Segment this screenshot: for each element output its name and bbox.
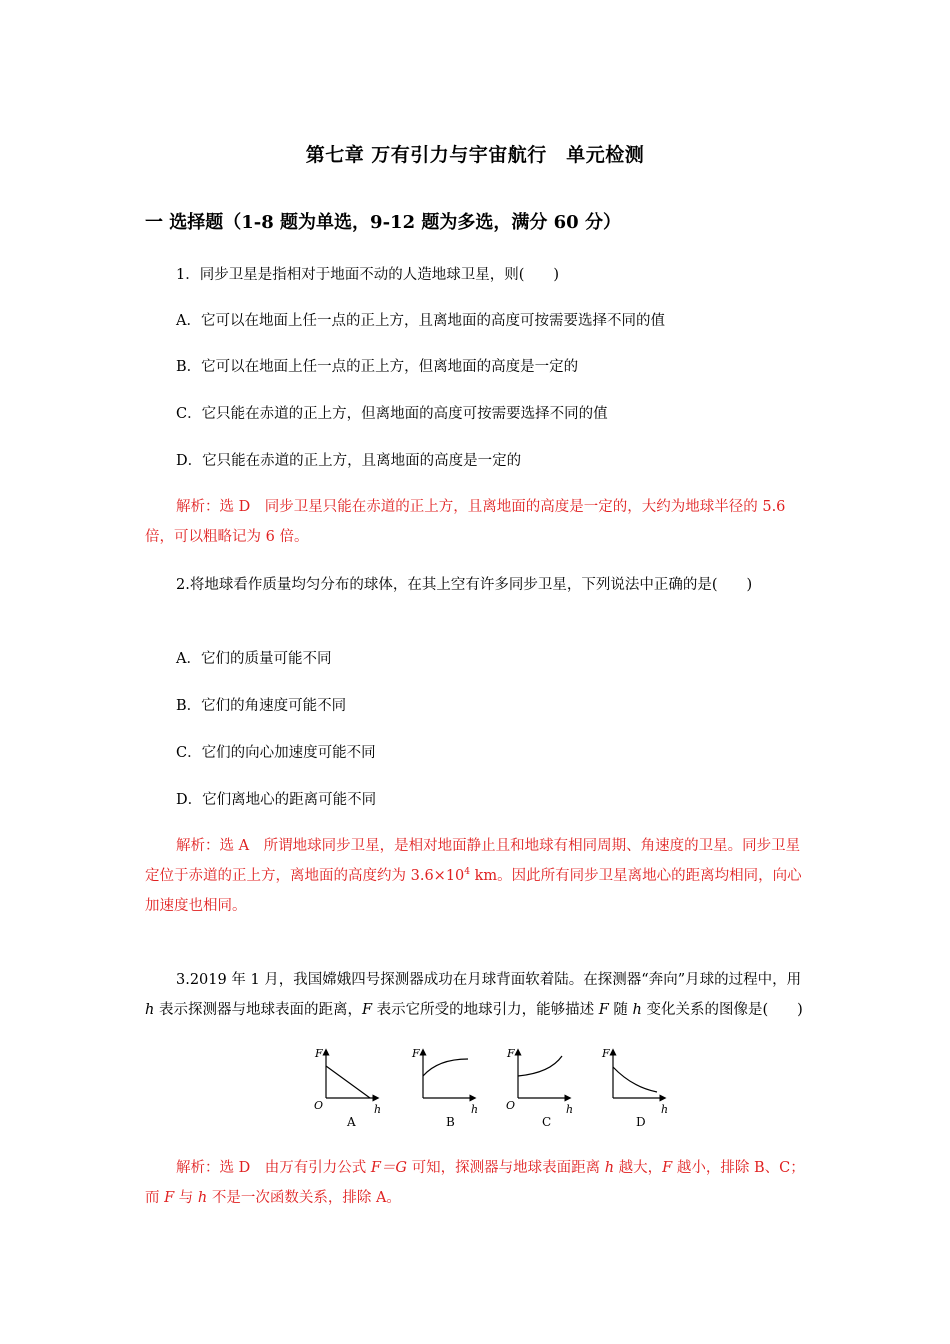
q1-option-a: A．它可以在地面上任一点的正上方，且离地面的高度可按需要选择不同的值 bbox=[176, 313, 665, 329]
q1-stem: 1．同步卫星是指相对于地面不动的人造地球卫星，则( ) bbox=[176, 267, 560, 283]
graph-c-y-label: F bbox=[507, 1047, 515, 1060]
graph-d-x-label: h bbox=[661, 1103, 669, 1116]
section-title: 一 选择题（1-8 题为单选，9-12 题为多选，满分 60 分） bbox=[145, 212, 621, 233]
q2-option-b: B．它们的角速度可能不同 bbox=[176, 698, 347, 714]
graph-c-x-label: h bbox=[566, 1103, 574, 1116]
graph-b-y-label: F bbox=[412, 1047, 420, 1060]
q2-option-d: D．它们离地心的距离可能不同 bbox=[176, 792, 377, 808]
graph-a-x-label: h bbox=[374, 1103, 382, 1116]
graph-d bbox=[613, 1052, 663, 1098]
q1-option-d: D．它只能在赤道的正上方，且离地面的高度是一定的 bbox=[176, 453, 522, 469]
graph-a-curve bbox=[326, 1066, 370, 1098]
q1-analysis: 解析：选 D 同步卫星只能在赤道的正上方，且离地面的高度是一定的，大约为地球半径的 5.6 倍，可以粗略记为 6 倍。 bbox=[145, 499, 786, 545]
graph-b-x-label: h bbox=[471, 1103, 479, 1116]
graph-b-label: B bbox=[446, 1115, 455, 1129]
q2-stem: 2.将地球看作质量均匀分布的球体，在其上空有许多同步卫星，下列说法中正确的是( ) bbox=[176, 577, 753, 593]
q3-stem: 3.2019 年 1 月，我国嫦娥四号探测器成功在月球背面软着陆。在探测器“奔向”月球的过程中，用 h 表示探测器与地球表面的距离，F 表示它所受的地球引力，能够描述 F 随 h 变化关系的图像是( ) bbox=[145, 972, 803, 1018]
page-title: 第七章 万有引力与宇宙航行 单元检测 bbox=[305, 144, 645, 166]
q2-analysis: 解析：选 A 所谓地球同步卫星，是相对地面静止且和地球有相同周期、角速度的卫星。同步卫星定位于赤道的正上方，离地面的高度约为 $3.6\times 10^4$ km。因此所有同步卫星离地心的距离均相同，向心加速度也相同。 bbox=[145, 838, 802, 914]
graph-a-label: A bbox=[347, 1115, 356, 1129]
graph-a-y-label: F bbox=[315, 1047, 323, 1060]
q3-analysis: 解析：选 D 由万有引力公式 F＝G 可知，探测器与地球表面距离 h 越大，F 越小，排除 B、C；而 F 与 h 不是一次函数关系，排除 A。 bbox=[145, 1160, 805, 1206]
graph-d-label: D bbox=[636, 1115, 646, 1129]
graph-c-origin: O bbox=[506, 1099, 516, 1112]
graph-a bbox=[326, 1052, 376, 1098]
graph-c bbox=[518, 1052, 568, 1098]
q1-option-c: C．它只能在赤道的正上方，但离地面的高度可按需要选择不同的值 bbox=[176, 406, 608, 422]
graph-axes-svg bbox=[310, 1043, 680, 1133]
graph-d-curve bbox=[613, 1067, 657, 1092]
graph-b-curve bbox=[423, 1059, 468, 1076]
graph-d-y-label: F bbox=[602, 1047, 610, 1060]
graph-c-label: C bbox=[542, 1115, 552, 1129]
graph-c-curve bbox=[518, 1056, 562, 1076]
q2-option-a: A．它们的质量可能不同 bbox=[176, 651, 332, 667]
q1-option-b: B．它可以在地面上任一点的正上方，但离地面的高度是一定的 bbox=[176, 359, 579, 375]
graph-b bbox=[423, 1052, 473, 1098]
graph-options-figure bbox=[310, 1043, 680, 1133]
q2-option-c: C．它们的向心加速度可能不同 bbox=[176, 745, 376, 761]
graph-a-origin: O bbox=[314, 1099, 324, 1112]
